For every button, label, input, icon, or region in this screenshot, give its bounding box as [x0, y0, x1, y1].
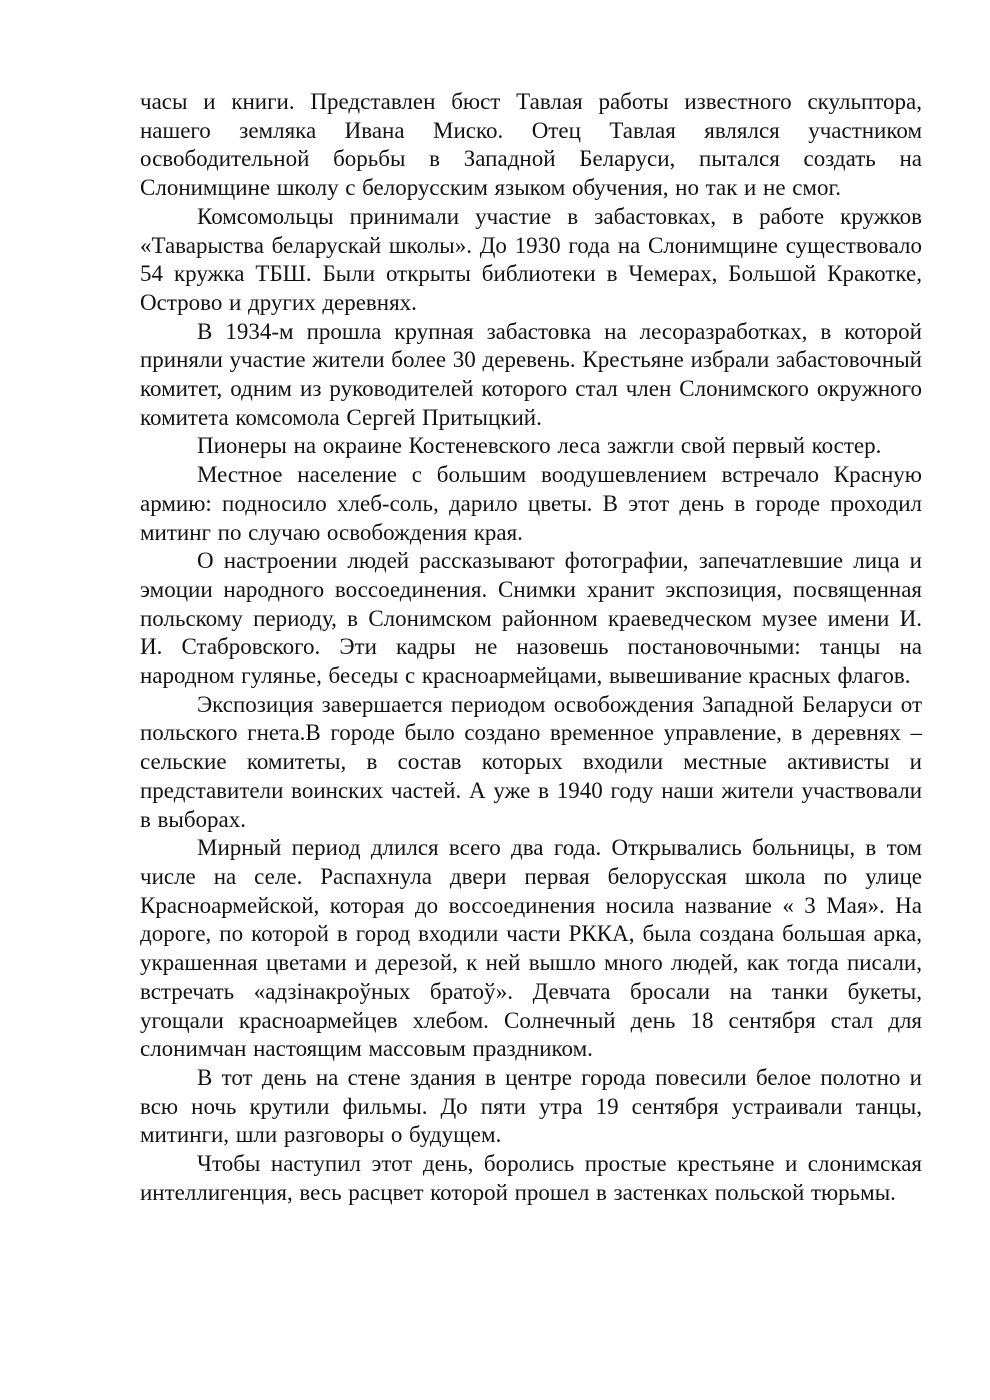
paragraph: В тот день на стене здания в центре города повесили белое полотно и всю ночь крутили фильмы. До пяти утра 19 сентября устраивали танцы, митинги, шли разговоры о будущем. [140, 1064, 922, 1148]
paragraph: Комсомольцы принимали участие в забастовках, в работе кружков «Таварыства беларускай школы». До 1930 года на Слонимщине существовало 54 кружка ТБШ. Были открыты библиотеки в Чемерах, Большой Кракотке, Острово и других деревнях. [140, 203, 922, 315]
paragraph: О настроении людей рассказывают фотографии, запечатлевшие лица и эмоции народного воссоединения. Снимки хранит экспозиция, посвященная польскому периоду, в Слонимском районном краеведческом музее имени И. И. Стабровского. Эти кадры не назовешь постановочными: танцы на народном гулянье, беседы с красноармейцами, вывешивание красных флагов. [140, 548, 922, 689]
paragraph: В 1934-м прошла крупная забастовка на лесоразработках, в которой приняли участие жители более 30 деревень. Крестьяне избрали забастовочный комитет, одним из руководителей которого стал член Слонимского окружного комитета комсомола Сергей Притыцкий. [140, 318, 922, 430]
paragraph: Пионеры на окраине Костеневского леса зажгли свой первый костер. [197, 433, 882, 459]
paragraph: Мирный период длился всего два года. Открывались больницы, в том числе на селе. Распахнула двери первая белорусская школа по улице Красноармейской, которая до воссоединения носила название « 3 Мая». На дороге, по которой в город входили части РККА, была создана большая арка, украшенная цветами и дерезой, к ней вышло много людей, как тогда писали, встречать «адзінакроўных братоў». Девчата бросали на танки букеты, угощали красноармейцев хлебом. Солнечный день 18 сентября стал для слонимчан настоящим массовым праздником. [140, 835, 922, 1062]
paragraph: Местное население с большим воодушевлением встречало Красную армию: подносило хлеб-соль, дарило цветы. В этот день в городе проходил митинг по случаю освобождения края. [140, 462, 922, 545]
paragraph: Чтобы наступил этот день, боролись простые крестьяне и слонимская интеллигенция, весь расцвет которой прошел в застенках польской тюрьмы. [140, 1151, 922, 1205]
document-body [140, 88, 922, 1207]
paragraph: часы и книги. Представлен бюст Тавлая работы известного скульптора, нашего земляка Ивана Миско. Отец Тавлая являлся участником освободительной борьбы в Западной Беларуси, пытался создать на Слонимщине школу с белорусским языком обучения, но так и не смог. [140, 89, 922, 201]
paragraph: Экспозиция завершается периодом освобождения Западной Беларуси от польского гнета.В городе было создано временное управление, в деревнях – сельские комитеты, в состав которых входили местные активисты и представители воинских частей. А уже в 1940 году наши жители участвовали в выборах. [140, 691, 922, 832]
